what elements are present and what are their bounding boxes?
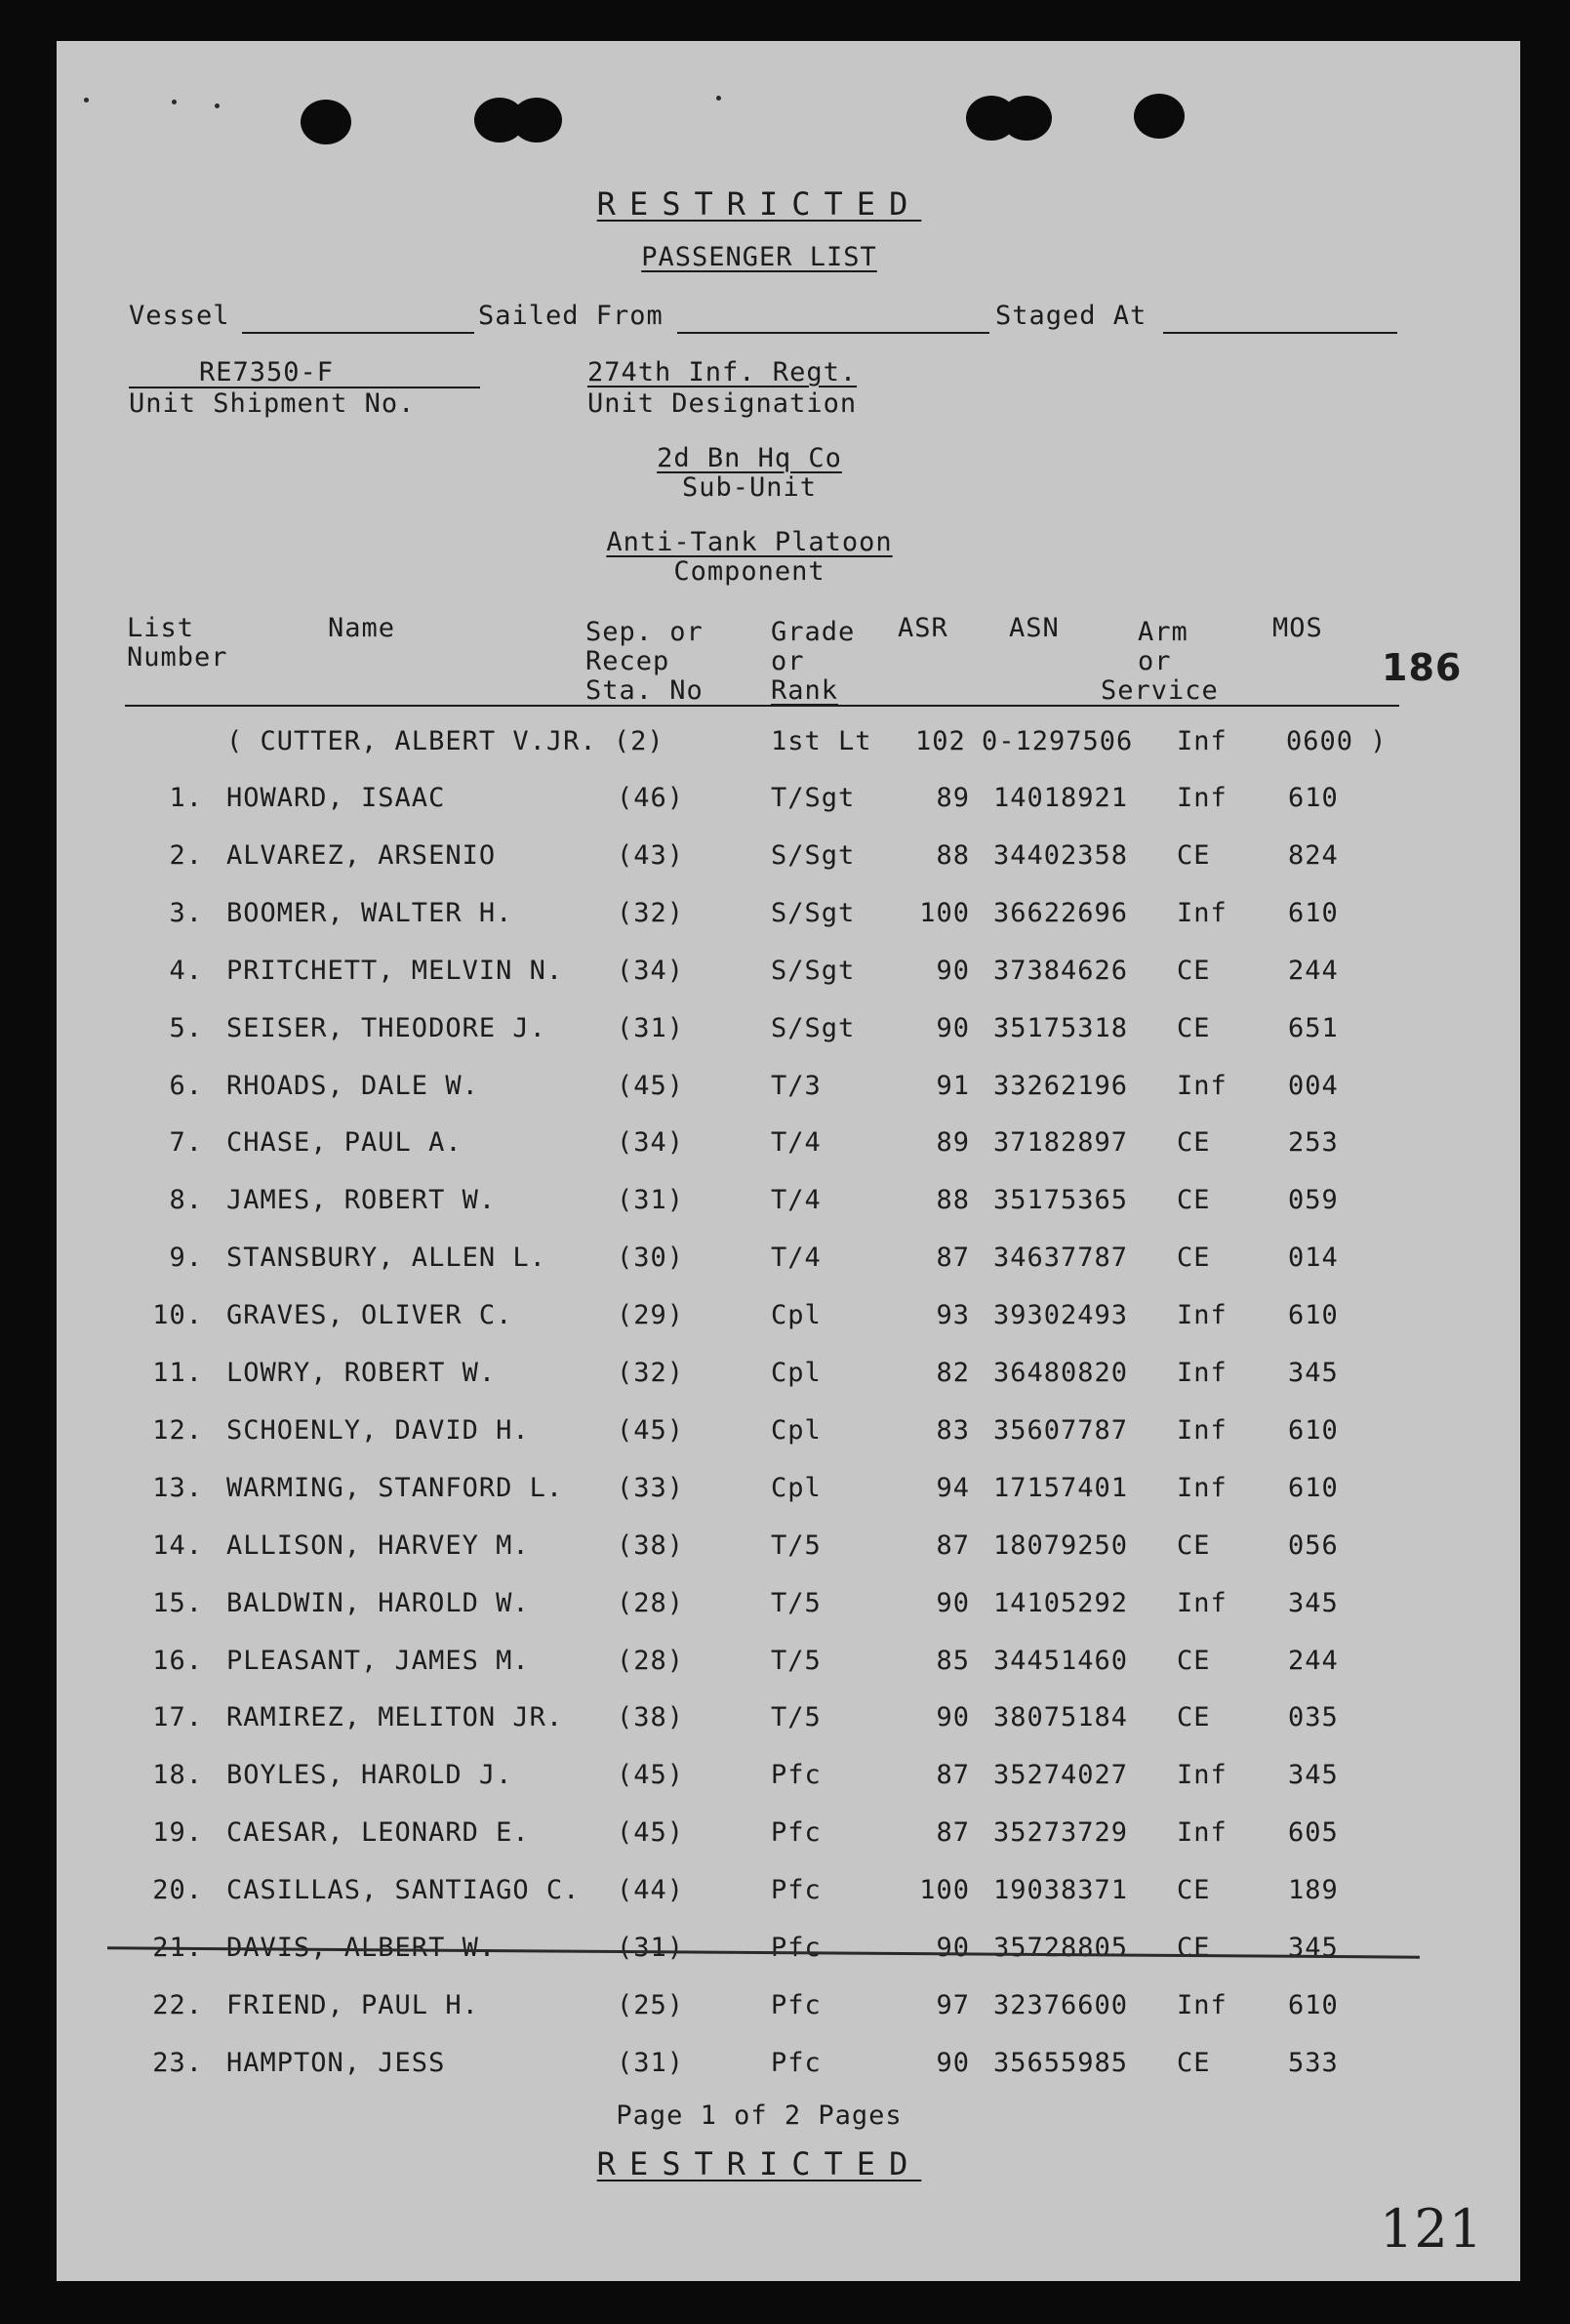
- army-serial-number: 39302493: [993, 1300, 1129, 1330]
- grade-rank: T/4: [771, 1127, 822, 1158]
- asr-score: 90: [936, 956, 970, 986]
- station-number: (45): [617, 1415, 685, 1446]
- asr-score: 93: [936, 1300, 970, 1330]
- list-number: 15.: [152, 1588, 203, 1618]
- mos-code: 610: [1288, 1990, 1339, 2020]
- col-asn: ASN: [1009, 613, 1060, 643]
- arm-service: CE: [1177, 840, 1211, 871]
- officer-asn: 0-1297506: [982, 726, 1134, 756]
- arm-service: CE: [1177, 1933, 1211, 1963]
- army-serial-number: 17157401: [993, 1473, 1129, 1503]
- army-serial-number: 19038371: [993, 1875, 1129, 1905]
- unit-shipment-label: Unit Shipment No.: [129, 388, 416, 419]
- table-row: [57, 1702, 1520, 1741]
- list-number: 11.: [152, 1358, 203, 1388]
- specks: [716, 96, 721, 101]
- table-row: [57, 2048, 1520, 2087]
- arm-service: Inf: [1177, 1300, 1228, 1330]
- list-number: 21.: [152, 1933, 203, 1963]
- punch-hole: [301, 100, 351, 144]
- army-serial-number: 18079250: [993, 1530, 1129, 1561]
- punch-hole: [511, 98, 562, 143]
- list-number: 18.: [152, 1760, 203, 1790]
- station-number: (32): [617, 898, 685, 928]
- col-grade-rank: Rank: [771, 675, 839, 706]
- station-number: (28): [617, 1588, 685, 1618]
- mos-code: 345: [1288, 1933, 1339, 1963]
- col-list-number: List: [127, 613, 195, 643]
- passenger-name: RAMIREZ, MELITON JR.: [226, 1702, 564, 1733]
- list-number: 4.: [169, 956, 203, 986]
- passenger-name: BOOMER, WALTER H.: [226, 898, 513, 928]
- asr-score: 89: [936, 783, 970, 813]
- arm-service: CE: [1177, 956, 1211, 986]
- grade-rank: Cpl: [771, 1300, 822, 1330]
- grade-rank: T/3: [771, 1071, 822, 1101]
- component: Anti-Tank Platoon: [606, 527, 893, 557]
- arm-service: Inf: [1177, 1990, 1228, 2020]
- mos-code: 253: [1288, 1127, 1339, 1158]
- asr-score: 83: [936, 1415, 970, 1446]
- station-number: (45): [617, 1071, 685, 1101]
- grade-rank: Pfc: [771, 1990, 822, 2020]
- arm-service: Inf: [1177, 1760, 1228, 1790]
- passenger-name: PLEASANT, JAMES M.: [226, 1646, 530, 1676]
- asr-score: 97: [936, 1990, 970, 2020]
- asr-score: 87: [936, 1760, 970, 1790]
- arm-service: Inf: [1177, 1473, 1228, 1503]
- sub-unit-label: Sub-Unit: [681, 472, 818, 503]
- station-number: (28): [617, 1646, 685, 1676]
- mos-code: 244: [1288, 1646, 1339, 1676]
- arm-service: Inf: [1177, 1358, 1228, 1388]
- passenger-name: LOWRY, ROBERT W.: [226, 1358, 497, 1388]
- mos-code: 345: [1288, 1358, 1339, 1388]
- mos-code: 035: [1288, 1702, 1339, 1733]
- table-row: [57, 1990, 1520, 2029]
- mos-code: 610: [1288, 898, 1339, 928]
- station-number: (29): [617, 1300, 685, 1330]
- grade-rank: S/Sgt: [771, 1013, 856, 1043]
- passenger-name: CAESAR, LEONARD E.: [226, 1817, 530, 1848]
- asr-score: 90: [936, 2048, 970, 2078]
- grade-rank: Pfc: [771, 1875, 822, 1905]
- passenger-name: SEISER, THEODORE J.: [226, 1013, 546, 1043]
- col-arm-service: Arm: [1138, 617, 1188, 647]
- army-serial-number: 35728805: [993, 1933, 1129, 1963]
- list-number: 8.: [169, 1185, 203, 1215]
- table-row: [57, 1473, 1520, 1512]
- table-row: [57, 1013, 1520, 1052]
- classification-bottom: RESTRICTED: [596, 2145, 922, 2182]
- list-number: 2.: [169, 840, 203, 871]
- document-page: [57, 41, 1520, 2281]
- station-number: (25): [617, 1990, 685, 2020]
- passenger-name: JAMES, ROBERT W.: [226, 1185, 497, 1215]
- station-number: (45): [617, 1817, 685, 1848]
- passenger-name: BALDWIN, HAROLD W.: [226, 1588, 530, 1618]
- mos-code: 610: [1288, 783, 1339, 813]
- unit-designation: 274th Inf. Regt.: [587, 357, 858, 387]
- list-number: 1.: [169, 783, 203, 813]
- passenger-name: CHASE, PAUL A.: [226, 1127, 463, 1158]
- army-serial-number: 33262196: [993, 1071, 1129, 1101]
- list-number: 17.: [152, 1702, 203, 1733]
- station-number: (33): [617, 1473, 685, 1503]
- passenger-name: HAMPTON, JESS: [226, 2048, 446, 2078]
- asr-score: 90: [936, 1702, 970, 1733]
- unit-shipment-number: RE7350-F: [199, 357, 335, 387]
- army-serial-number: 36480820: [993, 1358, 1129, 1388]
- list-number: 12.: [152, 1415, 203, 1446]
- grade-rank: Pfc: [771, 1933, 822, 1963]
- asr-score: 87: [936, 1817, 970, 1848]
- grade-rank: Pfc: [771, 1817, 822, 1848]
- mos-code: 059: [1288, 1185, 1339, 1215]
- arm-service: CE: [1177, 1702, 1211, 1733]
- officer-name: ( CUTTER, ALBERT V.JR. (2): [226, 726, 664, 756]
- grade-rank: S/Sgt: [771, 898, 856, 928]
- station-number: (31): [617, 1185, 685, 1215]
- grade-rank: T/4: [771, 1185, 822, 1215]
- asr-score: 85: [936, 1646, 970, 1676]
- station-number: (34): [617, 1127, 685, 1158]
- asr-score: 100: [919, 898, 970, 928]
- list-number: 14.: [152, 1530, 203, 1561]
- army-serial-number: 35273729: [993, 1817, 1129, 1848]
- mos-code: 533: [1288, 2048, 1339, 2078]
- station-number: (43): [617, 840, 685, 871]
- asr-score: 87: [936, 1530, 970, 1561]
- handwritten-page-number: 121: [1380, 2198, 1484, 2260]
- grade-rank: Cpl: [771, 1473, 822, 1503]
- army-serial-number: 34402358: [993, 840, 1129, 871]
- army-serial-number: 32376600: [993, 1990, 1129, 2020]
- station-number: (31): [617, 2048, 685, 2078]
- grade-rank: T/5: [771, 1588, 822, 1618]
- table-row: [57, 1071, 1520, 1110]
- station-number: (46): [617, 783, 685, 813]
- col-mos: MOS: [1272, 613, 1323, 643]
- vessel-label: Vessel: [129, 301, 230, 331]
- specks: [172, 100, 177, 104]
- arm-service: CE: [1177, 1185, 1211, 1215]
- col-arm-service: or: [1138, 646, 1172, 676]
- table-row: [57, 840, 1520, 879]
- asr-score: 88: [936, 1185, 970, 1215]
- grade-rank: Pfc: [771, 2048, 822, 2078]
- table-row: [57, 1415, 1520, 1454]
- arm-service: Inf: [1177, 783, 1228, 813]
- passenger-name: SCHOENLY, DAVID H.: [226, 1415, 530, 1446]
- list-number: 22.: [152, 1990, 203, 2020]
- passenger-name: CASILLAS, SANTIAGO C.: [226, 1875, 581, 1905]
- punch-hole: [1001, 96, 1052, 141]
- arm-service: Inf: [1177, 1588, 1228, 1618]
- officer-row: [57, 726, 1520, 765]
- army-serial-number: 14105292: [993, 1588, 1129, 1618]
- grade-rank: T/5: [771, 1646, 822, 1676]
- station-number: (31): [617, 1933, 685, 1963]
- table-row: [57, 1185, 1520, 1224]
- army-serial-number: 36622696: [993, 898, 1129, 928]
- grade-rank: Pfc: [771, 1760, 822, 1790]
- mos-code: 345: [1288, 1760, 1339, 1790]
- list-number: 7.: [169, 1127, 203, 1158]
- table-row: [57, 1817, 1520, 1856]
- grade-rank: T/4: [771, 1243, 822, 1273]
- mos-code: 824: [1288, 840, 1339, 871]
- document-title: PASSENGER LIST: [641, 242, 877, 272]
- list-number: 3.: [169, 898, 203, 928]
- mos-code: 056: [1288, 1530, 1339, 1561]
- asr-score: 88: [936, 840, 970, 871]
- station-number: (32): [617, 1358, 685, 1388]
- col-sep-recep: Sep. or: [585, 617, 704, 647]
- arm-service: CE: [1177, 1243, 1211, 1273]
- specks: [84, 98, 89, 102]
- passenger-name: WARMING, STANFORD L.: [226, 1473, 564, 1503]
- col-sep-recep: Recep: [585, 646, 670, 676]
- col-asr: ASR: [898, 613, 948, 643]
- page-number: Page 1 of 2 Pages: [616, 2100, 903, 2131]
- grade-rank: S/Sgt: [771, 840, 856, 871]
- passenger-name: BOYLES, HAROLD J.: [226, 1760, 513, 1790]
- mos-code: 610: [1288, 1415, 1339, 1446]
- table-row: [57, 1300, 1520, 1339]
- table-row: [57, 898, 1520, 937]
- table-row: [57, 1760, 1520, 1799]
- mos-code: 244: [1288, 956, 1339, 986]
- army-serial-number: 14018921: [993, 783, 1129, 813]
- table-row: [57, 783, 1520, 822]
- asr-score: 87: [936, 1243, 970, 1273]
- officer-asr: 102: [915, 726, 966, 756]
- arm-service: Inf: [1177, 1415, 1228, 1446]
- mos-code: 345: [1288, 1588, 1339, 1618]
- passenger-name: STANSBURY, ALLEN L.: [226, 1243, 546, 1273]
- arm-service: CE: [1177, 1646, 1211, 1676]
- officer-arm: Inf: [1177, 726, 1228, 756]
- col-name: Name: [328, 613, 396, 643]
- officer-grade: 1st Lt: [771, 726, 872, 756]
- army-serial-number: 34451460: [993, 1646, 1129, 1676]
- arm-service: CE: [1177, 1127, 1211, 1158]
- station-number: (45): [617, 1760, 685, 1790]
- army-serial-number: 35274027: [993, 1760, 1129, 1790]
- army-serial-number: 35175318: [993, 1013, 1129, 1043]
- unit-designation-label: Unit Designation: [587, 388, 858, 419]
- table-row: [57, 1933, 1520, 1972]
- grade-rank: S/Sgt: [771, 956, 856, 986]
- passenger-name: ALVAREZ, ARSENIO: [226, 840, 497, 871]
- arm-service: CE: [1177, 2048, 1211, 2078]
- table-row: [57, 1243, 1520, 1282]
- passenger-name: GRAVES, OLIVER C.: [226, 1300, 513, 1330]
- list-number: 16.: [152, 1646, 203, 1676]
- arm-service: Inf: [1177, 1817, 1228, 1848]
- asr-score: 90: [936, 1588, 970, 1618]
- list-number: 10.: [152, 1300, 203, 1330]
- grade-rank: T/5: [771, 1702, 822, 1733]
- col-sep-recep: Sta. No: [585, 675, 704, 706]
- list-number: 19.: [152, 1817, 203, 1848]
- table-row: [57, 1646, 1520, 1685]
- asr-score: 90: [936, 1013, 970, 1043]
- list-number: 23.: [152, 2048, 203, 2078]
- col-list-number: Number: [127, 642, 228, 673]
- mos-code: 004: [1288, 1071, 1339, 1101]
- grade-rank: T/Sgt: [771, 783, 856, 813]
- station-number: (34): [617, 956, 685, 986]
- asr-score: 94: [936, 1473, 970, 1503]
- station-number: (30): [617, 1243, 685, 1273]
- mos-code: 189: [1288, 1875, 1339, 1905]
- asr-score: 89: [936, 1127, 970, 1158]
- army-serial-number: 38075184: [993, 1702, 1129, 1733]
- table-row: [57, 1127, 1520, 1166]
- grade-rank: Cpl: [771, 1415, 822, 1446]
- army-serial-number: 37384626: [993, 956, 1129, 986]
- arm-service: CE: [1177, 1013, 1211, 1043]
- table-row: [57, 956, 1520, 995]
- list-number: 13.: [152, 1473, 203, 1503]
- mos-code: 610: [1288, 1300, 1339, 1330]
- grade-rank: Cpl: [771, 1358, 822, 1388]
- asr-score: 100: [919, 1875, 970, 1905]
- station-number: (44): [617, 1875, 685, 1905]
- col-grade-rank: or: [771, 646, 805, 676]
- mos-code: 605: [1288, 1817, 1339, 1848]
- asr-score: 90: [936, 1933, 970, 1963]
- list-number: 9.: [169, 1243, 203, 1273]
- list-number: 5.: [169, 1013, 203, 1043]
- asr-score: 82: [936, 1358, 970, 1388]
- army-serial-number: 34637787: [993, 1243, 1129, 1273]
- station-number: (31): [617, 1013, 685, 1043]
- component-label: Component: [673, 556, 825, 587]
- staged-at-label: Staged At: [995, 301, 1147, 331]
- station-number: (38): [617, 1702, 685, 1733]
- passenger-name: DAVIS, ALBERT W.: [226, 1933, 497, 1963]
- list-number: 6.: [169, 1071, 203, 1101]
- passenger-name: RHOADS, DALE W.: [226, 1071, 479, 1101]
- asr-score: 91: [936, 1071, 970, 1101]
- arm-service: Inf: [1177, 1071, 1228, 1101]
- arm-service: Inf: [1177, 898, 1228, 928]
- officer-mos: 0600 ): [1286, 726, 1388, 756]
- sub-unit: 2d Bn Hq Co: [657, 443, 842, 473]
- mos-code: 610: [1288, 1473, 1339, 1503]
- army-serial-number: 37182897: [993, 1127, 1129, 1158]
- list-number: 20.: [152, 1875, 203, 1905]
- table-row: [57, 1530, 1520, 1570]
- arm-service: CE: [1177, 1875, 1211, 1905]
- army-serial-number: 35655985: [993, 2048, 1129, 2078]
- mos-code: 014: [1288, 1243, 1339, 1273]
- col-arm-service: Service: [1101, 675, 1219, 706]
- station-number: (38): [617, 1530, 685, 1561]
- grade-rank: T/5: [771, 1530, 822, 1561]
- table-row: [57, 1875, 1520, 1914]
- punch-hole: [1134, 94, 1185, 139]
- sailed-from-label: Sailed From: [478, 301, 664, 331]
- arm-service: CE: [1177, 1530, 1211, 1561]
- mos-code: 651: [1288, 1013, 1339, 1043]
- passenger-name: PRITCHETT, MELVIN N.: [226, 956, 564, 986]
- specks: [215, 103, 220, 108]
- passenger-name: FRIEND, PAUL H.: [226, 1990, 479, 2020]
- table-row: [57, 1358, 1520, 1397]
- army-serial-number: 35175365: [993, 1185, 1129, 1215]
- table-row: [57, 1588, 1520, 1627]
- army-serial-number: 35607787: [993, 1415, 1129, 1446]
- page-stamp-number: 186: [1382, 646, 1463, 689]
- passenger-name: ALLISON, HARVEY M.: [226, 1530, 530, 1561]
- passenger-name: HOWARD, ISAAC: [226, 783, 446, 813]
- classification-top: RESTRICTED: [596, 185, 922, 223]
- col-grade-rank: Grade: [771, 617, 856, 647]
